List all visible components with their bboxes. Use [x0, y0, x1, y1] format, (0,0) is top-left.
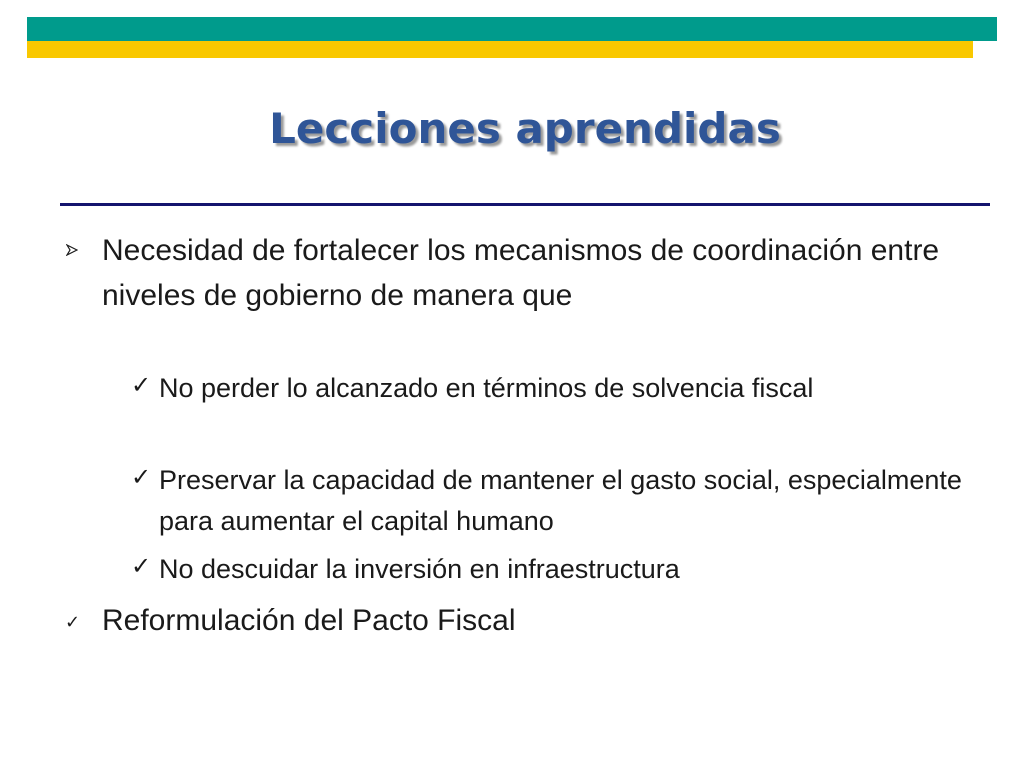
sub-item-text: No descuidar la inversión en infraestructura [159, 554, 680, 584]
check-bullet-icon: ✓ [131, 372, 152, 399]
bullet-item-text: Reformulación del Pacto Fiscal [102, 604, 516, 637]
bullet-item-text: Necesidad de fortalecer los mecanismos de coordinación entre niveles de gobierno de manera que [102, 234, 940, 312]
check-bullet-icon: ✓ [131, 553, 152, 580]
sub-item-text: No perder lo alcanzado en términos de solvencia fiscal [159, 373, 814, 403]
check-bullet-icon: ✓ [131, 464, 152, 491]
arrow-bullet-icon [66, 244, 78, 256]
check-bullet-icon: ✓ [65, 612, 81, 632]
sub-item-text: Preservar la capacidad de mantener el gasto social, especialmente para aumentar el capital humano [159, 465, 962, 536]
slide-title: Lecciones aprendidas [269, 104, 781, 153]
